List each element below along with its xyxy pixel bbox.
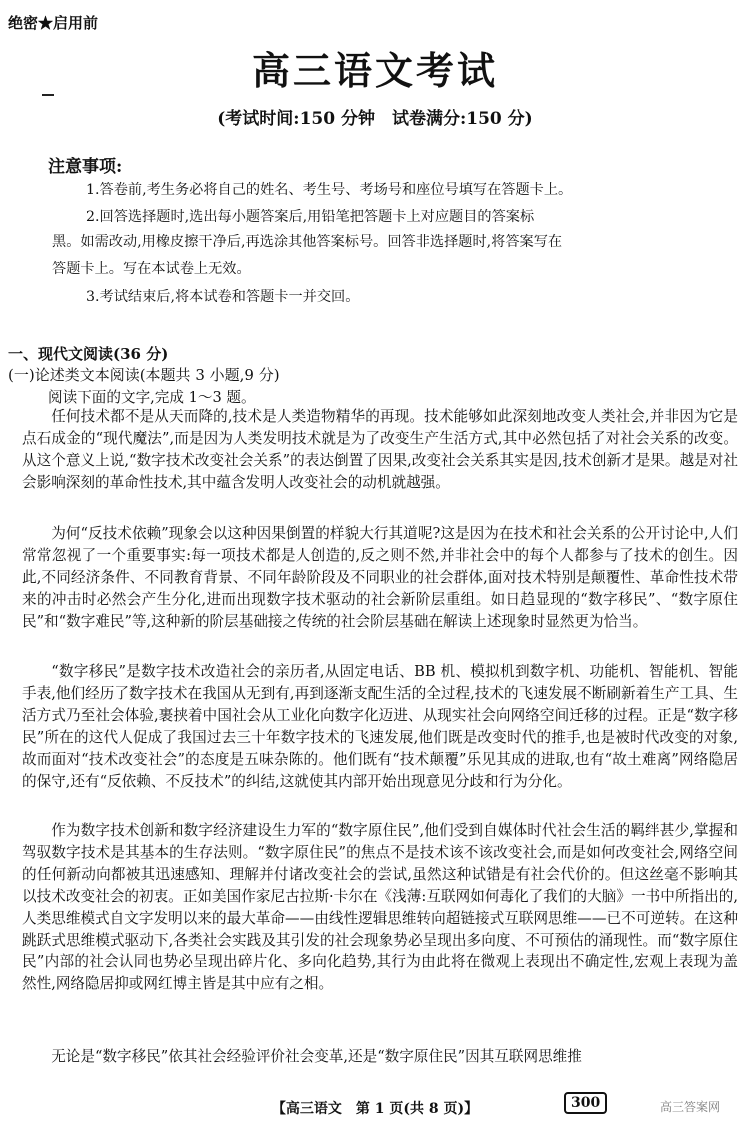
page-footer: 【高三语文 第 1 页(共 8 页)】: [271, 1101, 479, 1117]
notes-heading: 注意事项:: [48, 157, 123, 177]
subsection-heading: (一)论述类文本阅读(本题共 3 小题,9 分): [8, 366, 280, 384]
reading-instruction: 阅读下面的文字,完成 1～3 题。: [48, 389, 256, 406]
page-title: 高三语文考试: [251, 48, 498, 93]
passage-paragraph-1: 任何技术都不是从天而降的,技术是人类造物精华的再现。技术能够如此深刻地改变人类社会,并非因为它是点石成金的“现代魔法”,而是因为人类发明技术就是为了改变生产生活方式,其中必然包括了对社会关系的改变。从这个意义上说,“数字技术改变社会关系”的表达倒置了因果,改变社会关系其实是因,技术创新才是果。越是对社会影响深刻的革命性技术,其中蕴含发明人改变社会的动机就越强。: [22, 408, 738, 491]
exam-code-badge: 300: [564, 1092, 607, 1114]
confidential-label: 绝密★启用前: [8, 14, 99, 32]
note-item-2-continuation-end: 答题卡上。写在本试卷上无效。: [52, 261, 251, 277]
exam-meta: (考试时间:150 分钟 试卷满分:150 分): [217, 109, 533, 129]
watermark: 高三答案网: [660, 1100, 721, 1114]
passage-paragraph-2: 为何“反技术依赖”现象会以这种因果倒置的样貌大行其道呢?这是因为在技术和社会关系的公开讨论中,人们常常忽视了一个重要事实:每一项技术都是人创造的,反之则不然,并非社会中的每个人都参与了技术的创生。因此,不同经济条件、不同教育背景、不同年龄阶段及不同职业的社会群体,面对技术特别是颠覆性、革命性技术带来的冲击时必然会产生分化,进而出现数字技术驱动的社会新阶层重组。如日趋显现的“数字移民”、“数字原住民”和“数字难民”等,这种新的阶层基础接之传统的社会阶层基础在解读上述现象时显然更为恰当。: [22, 525, 738, 630]
note-item-2-continuation: 黑。如需改动,用橡皮擦干净后,再选涂其他答案标号。回答非选择题时,将答案写在: [52, 234, 563, 250]
note-item-1: 1.答卷前,考生务必将自己的姓名、考生号、考场号和座位号填写在答题卡上。: [86, 182, 573, 198]
note-item-2: 2.回答选择题时,选出每小题答案后,用铅笔把答题卡上对应题目的答案标: [86, 209, 535, 225]
section-heading: 一、现代文阅读(36 分): [8, 345, 169, 363]
note-item-3: 3.考试结束后,将本试卷和答题卡一并交回。: [86, 289, 360, 305]
passage-paragraph-3: “数字移民”是数字技术改造社会的亲历者,从固定电话、BB 机、模拟机到数字机、功能机、智能机、智能手表,他们经历了数字技术在我国从无到有,再到逐渐支配生活的全过程,技术的飞速发展不断刷新着生产工具、生活方式乃至社会体验,裹挟着中国社会从工业化向数字化迈进、从现实社会向网络空间迁移的过程。正是“数字移民”所在的这代人促成了我国过去三十年数字技术的飞速发展,他们既是改变时代的推手,也是被时代改变的对象,故而面对“技术改变社会”的态度是五味杂陈的。他们既有“技术颠覆”乐见其成的进取,也有“故土难离”网络隐居的保守,还有“反依赖、不反技术”的纠结,这就使其内部开始出现意见分歧和行为分化。: [22, 663, 738, 790]
passage-paragraph-4: 作为数字技术创新和数字经济建设生力军的“数字原住民”,他们受到自媒体时代社会生活的羁绊甚少,掌握和驾驭数字技术是其基本的生存法则。“数字原住民”的焦点不是技术该不该改变社会,而是如何改变社会,网络空间的任何新动向都被其迅速感知、理解并付诸改变社会的尝试,虽然这种试错是有社会代价的。但这丝毫不影响其以技术改变社会的初衷。正如美国作家尼古拉斯·卡尔在《浅薄:互联网如何毒化了我们的大脑》一书中所指出的,人类思维模式自文字发明以来的最大革命——由线性逻辑思维转向超链接式互联网思维——已不可逆转。在这种跳跃式思维模式驱动下,各类社会实践及其引发的社会现象势必呈现出多向度、不可预估的涌现性。而“数字原住民”内部的社会认同也势必呈现出碎片化、多向化趋势,其行为由此将在微观上表现出不确定性,宏观上表现为盖然性,网络隐居抑或网红博主皆是其中应有之相。: [22, 822, 738, 993]
passage-paragraph-5: 无论是“数字移民”依其社会经验评价社会变革,还是“数字原住民”因其互联网思维推: [51, 1048, 582, 1065]
